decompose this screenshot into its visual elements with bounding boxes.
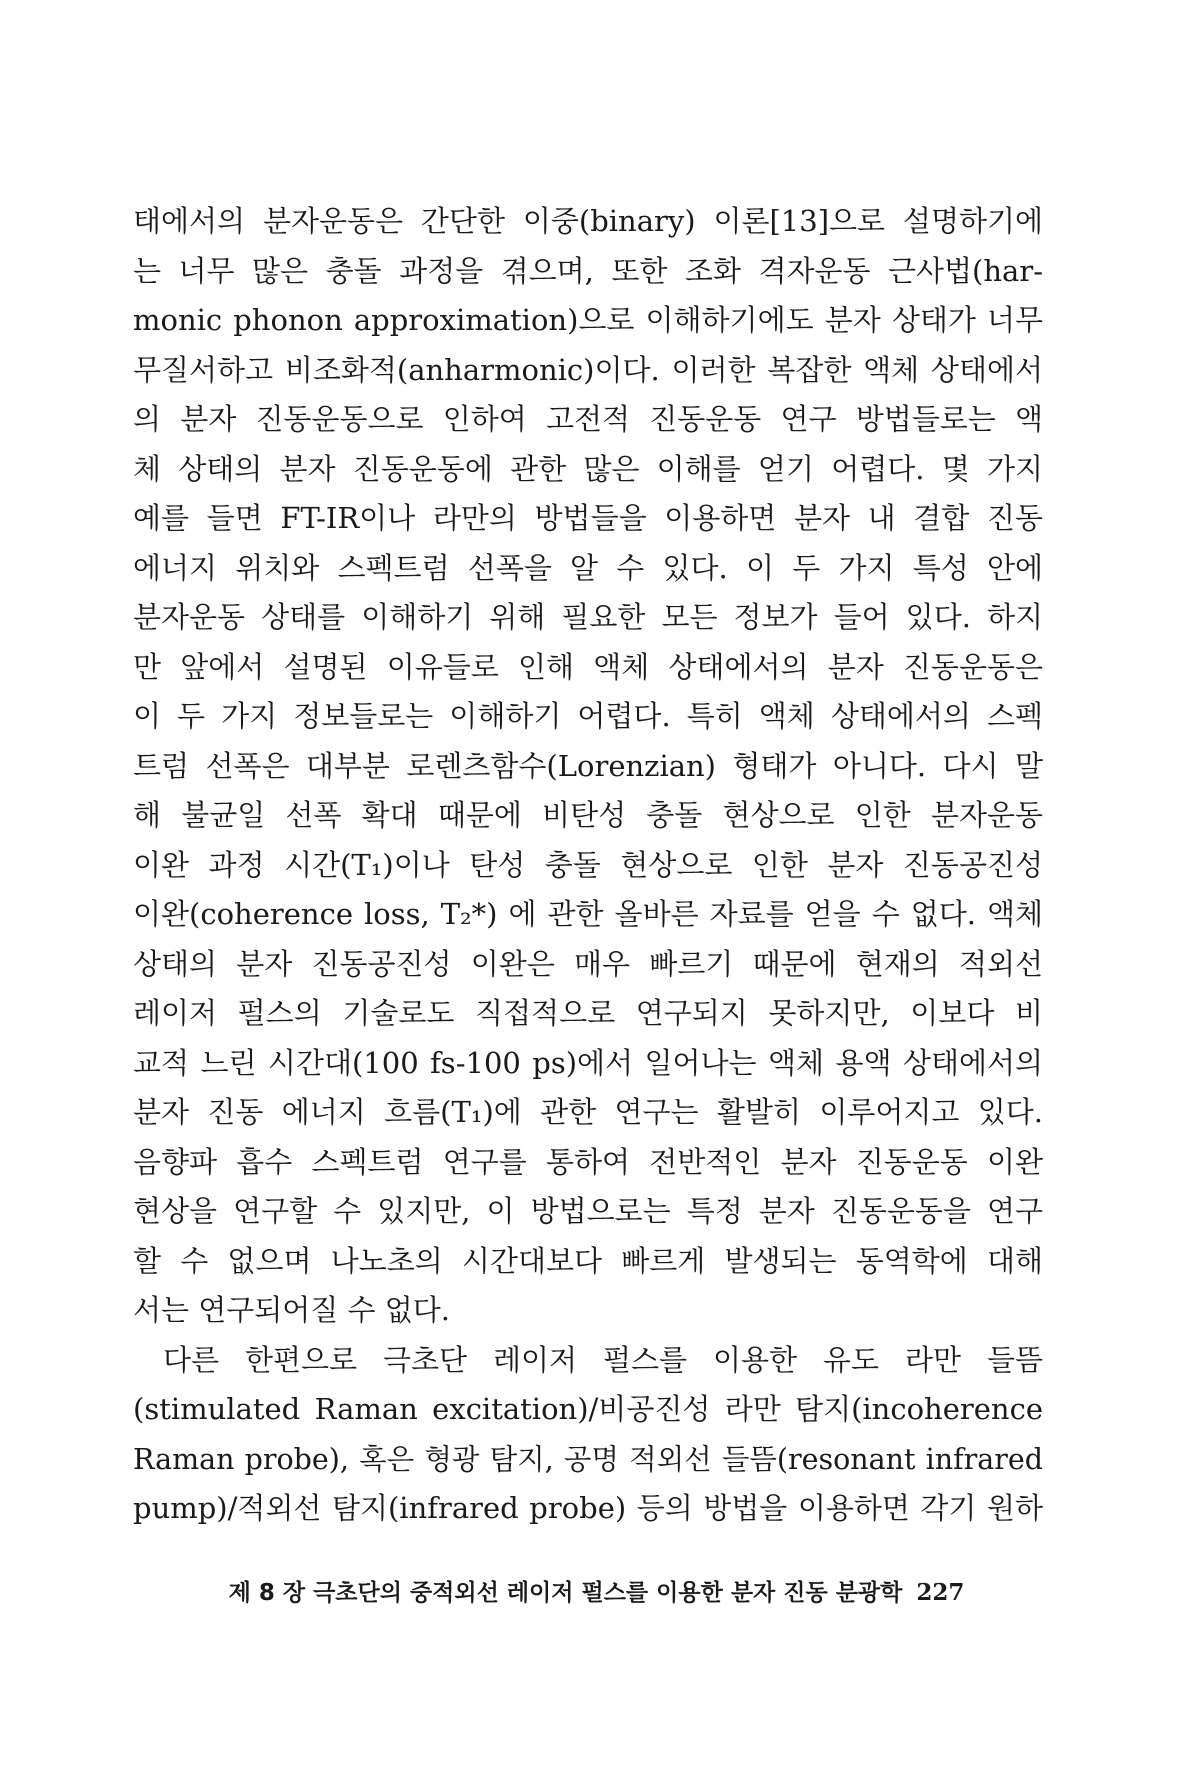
text-line: 서는 연구되어질 수 없다. — [133, 1293, 451, 1327]
text-line: 태에서의 분자운동은 간단한 이중(binary) 이론[13]으로 설명하기에 — [133, 204, 1043, 238]
text-line: 현상을 연구할 수 있지만, 이 방법으로는 특정 분자 진동운동을 연구 — [133, 1194, 1043, 1228]
text-line: 교적 느린 시간대(100 fs-100 ps)에서 일어나는 액체 용액 상태에서의 — [133, 1045, 1043, 1080]
text-line: 분자운동 상태를 이해하기 위해 필요한 모든 정보가 들어 있다. 하지 — [133, 600, 1043, 634]
text-line: Raman probe), 혹은 형광 탐지, 공명 적외선 들뜸(resonant infrared — [133, 1442, 1043, 1476]
text-line: 해 불균일 선폭 확대 때문에 비탄성 충돌 현상으로 인한 분자운동 — [133, 798, 1043, 832]
text-line: 만 앞에서 설명된 이유들로 인해 액체 상태에서의 분자 진동운동은 — [133, 649, 1043, 684]
text-line: 무질서하고 비조화적(anharmonic)이다. 이러한 복잡한 액체 상태에서 — [133, 352, 1043, 387]
text-line: 레이저 펄스의 기술로도 직접적으로 연구되지 못하지만, 이보다 비 — [133, 996, 1043, 1030]
text-line: 의 분자 진동운동으로 인하여 고전적 진동운동 연구 방법들로는 액 — [133, 402, 1043, 436]
text-line: 트럼 선폭은 대부분 로렌츠함수(Lorenzian) 형태가 아니다. 다시 말 — [133, 748, 1043, 783]
text-line: 할 수 없으며 나노초의 시간대보다 빠르게 발생되는 동역학에 대해 — [133, 1243, 1043, 1278]
text-line: (stimulated Raman excitation)/비공진성 라만 탐지(incoherence — [133, 1392, 1043, 1426]
text-line: 예를 들면 FT-IR이나 라만의 방법들을 이용하면 분자 내 결합 진동 — [133, 501, 1043, 535]
page-number: 227 — [916, 1579, 965, 1606]
text-line: 이완 과정 시간(T₁)이나 탄성 충돌 현상으로 인한 분자 진동공진성 — [133, 847, 1043, 882]
text-line: 상태의 분자 진동공진성 이완은 매우 빠르기 때문에 현재의 적외선 — [133, 946, 1043, 981]
text-line: 는 너무 많은 충돌 과정을 겪으며, 또한 조화 격자운동 근사법(har- — [133, 253, 1043, 288]
text-line: 이완(coherence loss, T₂*) 에 관한 올바른 자료를 얻을 수 없다. 액체 — [133, 897, 1043, 931]
text-line: 에너지 위치와 스펙트럼 선폭을 알 수 있다. 이 두 가지 특성 안에 — [133, 550, 1043, 585]
text-line: pump)/적외선 탐지(infrared probe) 등의 방법을 이용하면 각기 원하 — [133, 1491, 1043, 1525]
chapter-title: 제 8 장 극초단의 중적외선 레이저 펄스를 이용한 분자 진동 분광학 — [228, 1580, 903, 1606]
page-footer — [0, 1577, 1193, 1609]
body-text — [133, 197, 1043, 1534]
text-line: 분자 진동 에너지 흐름(T₁)에 관한 연구는 활발히 이루어지고 있다. — [133, 1095, 1043, 1129]
text-line: monic phonon approximation)으로 이해하기에도 분자 상태가 너무 — [133, 303, 1043, 337]
text-line: 음향파 흡수 스펙트럼 연구를 통하여 전반적인 분자 진동운동 이완 — [133, 1144, 1043, 1179]
text-line: 이 두 가지 정보들로는 이해하기 어렵다. 특히 액체 상태에서의 스펙 — [133, 699, 1043, 733]
text-line: 체 상태의 분자 진동운동에 관한 많은 이해를 얻기 어렵다. 몇 가지 — [133, 451, 1043, 486]
text-line: 다른 한편으로 극초단 레이저 펄스를 이용한 유도 라만 들뜸 — [163, 1342, 1043, 1377]
